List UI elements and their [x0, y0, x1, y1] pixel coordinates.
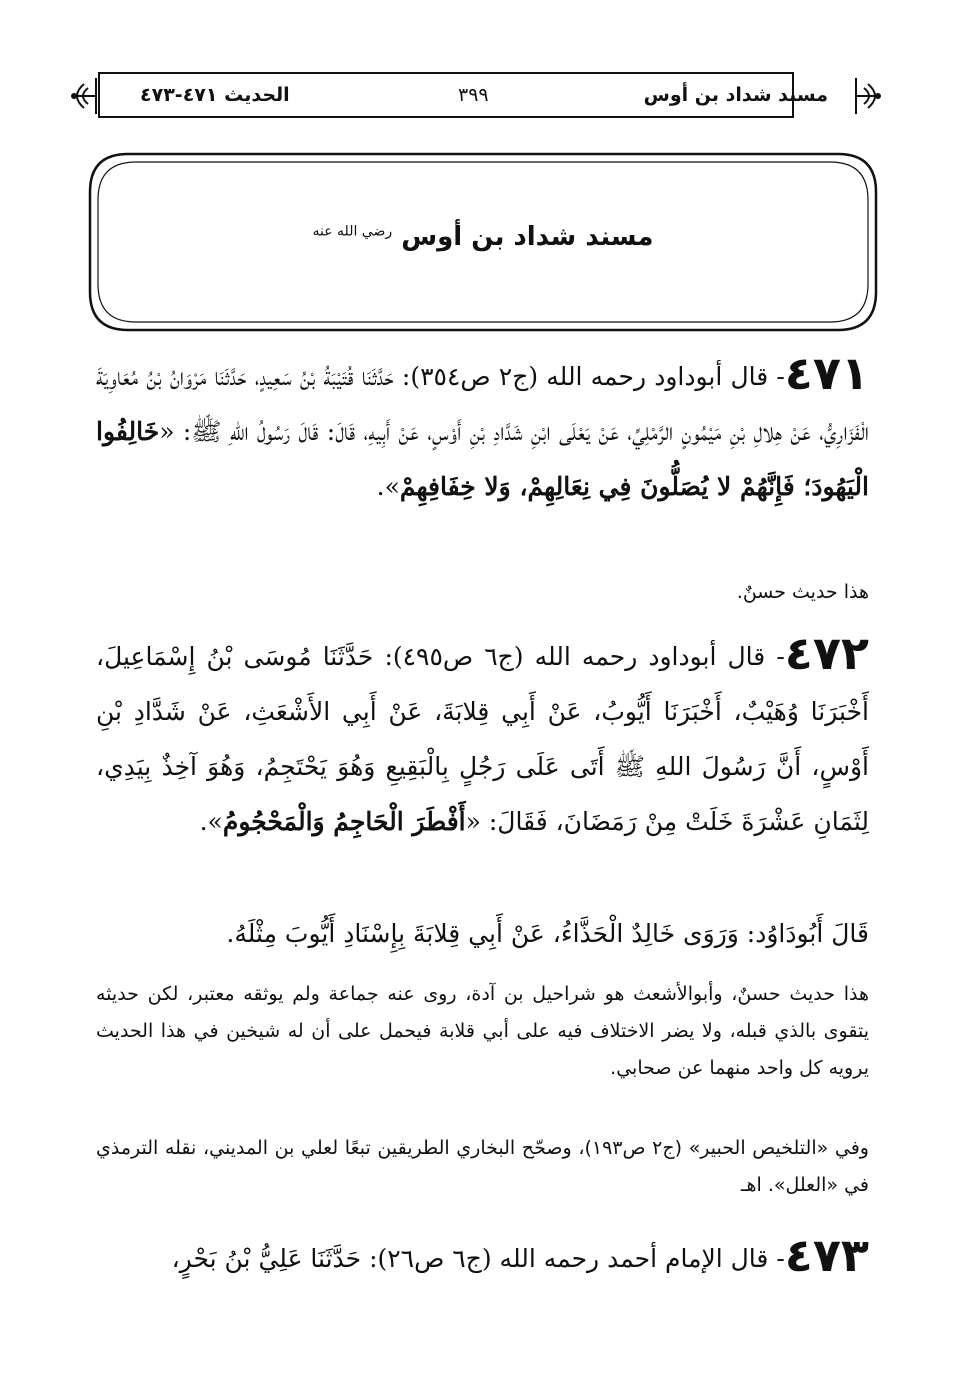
chapter-title-text: مسند شداد بن أوس	[401, 222, 654, 252]
hadith-472-isnad: - قال أبوداود رحمه الله (ج٦ ص٤٩٥): حَدَّثَنَا مُوسَى بْنُ إِسْمَاعِيلَ، أَخْبَرَنَا وُهَيْبٌ، أَخْبَرَنَا أَيُّوبُ، عَنْ أَبِي قِلابَةَ، عَنْ أَبِي الأَشْعَثِ، عَنْ شَدَّادِ بْنِ أَوْسٍ، أَنَّ رَسُولَ اللهِ ﷺ أَتَى عَلَى رَجُلٍ بِالْبَقِيعِ وَهُوَ يَحْتَجِمُ، وَهُوَ آخِذٌ بِيَدِي، لِثَمَانِ عَشْرَةَ خَلَتْ مِنْ رَمَضَانَ، فَقَالَ: «	[96, 642, 869, 836]
chapter-title-frame	[88, 152, 878, 332]
honorific-mark: رضي الله عنه	[312, 223, 393, 240]
hadith-471	[96, 346, 869, 514]
hadith-472	[96, 626, 869, 849]
hadith-471-close: ».	[376, 472, 400, 501]
hadith-473	[96, 1228, 869, 1286]
running-header	[66, 72, 886, 122]
hadith-472-reference-note: وفي «التلخيص الحبير» (ج٢ ص١٩٣)، وصحّح البخاري الطريقين تبعًا لعلي بن المديني، نقله الترمذي في «العلل». اهـ	[96, 1137, 869, 1196]
hadith-472-grade-note: هذا حديث حسنٌ، وأبوالأشعث هو شراحيل بن آدة، روى عنه جماعة ولم يوثقه معتبر، لكن حديثه يتقوى بالذي قبله، ولا يضر الاختلاف فيه على أبي قلابة فيحمل على أن له شيخين في هذا الحديث يرويه كل واحد منهما عن صحابي.	[96, 983, 869, 1079]
header-chapter-title: مسند شداد بن أوس	[643, 84, 828, 106]
hadith-number-473: ٤٧٣	[784, 1228, 869, 1282]
hadith-471-isnad: - قال أبوداود رحمه الله (ج٢ ص٣٥٤): حَدَّثَنَا قُتَيْبَةُ بْنُ سَعِيدٍ، حَدَّثَنَا مَرْوَانُ بْنُ مُعَاوِيَةَ الْفَزَارِيُّ، عَنْ هِلالِ بْنِ مَيْمُونٍ الرَّمْلِيِّ، عَنْ يَعْلَى ابْنِ شَدَّادِ بْنِ أَوْسٍ، عَنْ أَبِيهِ، قَالَ: قَالَ رَسُولُ اللهِ ﷺ: «	[96, 362, 869, 446]
hadith-472-matn: أَفْطَرَ الْحَاجِمُ وَالْمَحْجُومُ	[222, 807, 466, 836]
hadith-472-additional: قَالَ أَبُودَاوُد: وَرَوَى خَالِدٌ الْحَذَّاءُ، عَنْ أَبِي قِلابَةَ بِإِسْنَادِ أَيُّوبَ مِثْلَهُ.	[226, 919, 869, 948]
hadith-471-grade: هذا حديث حسنٌ.	[736, 581, 869, 603]
left-ornament-icon	[66, 74, 100, 118]
hadith-number-471: ٤٧١	[784, 346, 870, 400]
right-ornament-icon	[852, 74, 886, 118]
hadith-number-472: ٤٧٢	[784, 626, 869, 680]
page-number: ٣٩٩	[458, 84, 489, 106]
header-hadith-range: الحديث ٤٧١-٤٧٣	[140, 84, 290, 106]
hadith-471-matn: خَالِفُوا الْيَهُودَ؛ فَإِنَّهُمْ لا يُصَلُّونَ فِي نِعَالِهِمْ، وَلا خِفَافِهِمْ	[96, 417, 869, 501]
hadith-472-close: ».	[199, 807, 223, 836]
hadith-473-isnad: - قال الإمام أحمد رحمه الله (ج٦ ص٢٦): حَدَّثَنَا عَلِيُّ بْنُ بَحْرٍ،	[171, 1244, 785, 1273]
chapter-title	[88, 222, 878, 252]
